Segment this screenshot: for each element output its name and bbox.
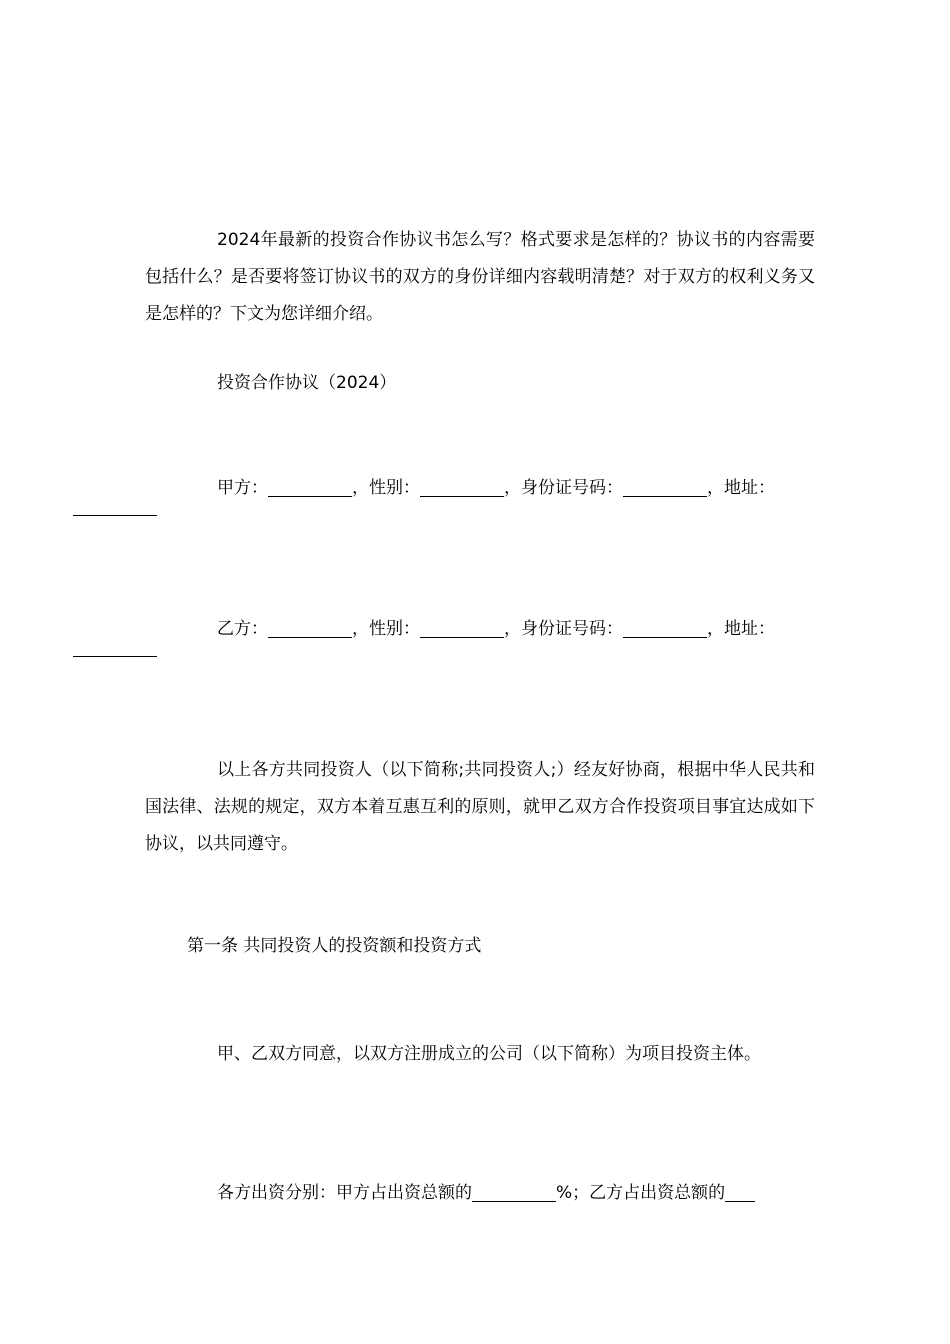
contribution-line [145, 1175, 815, 1212]
party-a-address-blank [73, 507, 157, 516]
party-a-label: 甲方： [217, 478, 268, 498]
party-b-address-blank [73, 648, 157, 657]
party-b-share-blank [725, 1183, 755, 1202]
party-b-id-blank [623, 619, 707, 638]
party-b-name-blank [268, 619, 352, 638]
party-b-address-label: ，地址： [707, 619, 775, 639]
party-a-id-label: ，身份证号码： [504, 478, 623, 498]
contribution-prefix: 各方出资分别：甲方占出资总额的 [217, 1183, 472, 1203]
party-b-label: 乙方： [217, 619, 268, 639]
party-a-share-blank [472, 1183, 556, 1202]
party-a-name-blank [268, 478, 352, 497]
preamble-paragraph: 以上各方共同投资人（以下简称;共同投资人;）经友好协商，根据中华人民共和国法律、法规的规定，双方本着互惠互利的原则，就甲乙双方合作投资项目事宜达成如下协议，以共同遵守。 [145, 760, 815, 854]
agreement-paragraph: 甲、乙双方同意，以双方注册成立的公司（以下简称）为项目投资主体。 [217, 1044, 761, 1064]
party-a-id-blank [623, 478, 707, 497]
party-b-gender-blank [420, 619, 504, 638]
party-b-id-label: ，身份证号码： [504, 619, 623, 639]
contribution-middle: %；乙方占出资总额的 [556, 1183, 726, 1203]
article-1-heading: 第一条 共同投资人的投资额和投资方式 [187, 936, 482, 956]
party-a-line [145, 470, 815, 516]
intro-paragraph: 2024年最新的投资合作协议书怎么写？格式要求是怎样的？协议书的内容需要包括什么？是否要将签订协议书的双方的身份详细内容载明清楚？对于双方的权利义务又是怎样的？下文为您详细介绍。 [145, 230, 815, 324]
party-b-gender-label: ，性别： [352, 619, 420, 639]
party-a-gender-label: ，性别： [352, 478, 420, 498]
party-a-address-label: ，地址： [707, 478, 775, 498]
document-title: 投资合作协议（2024） [217, 373, 397, 393]
party-b-line [145, 611, 815, 657]
party-a-gender-blank [420, 478, 504, 497]
